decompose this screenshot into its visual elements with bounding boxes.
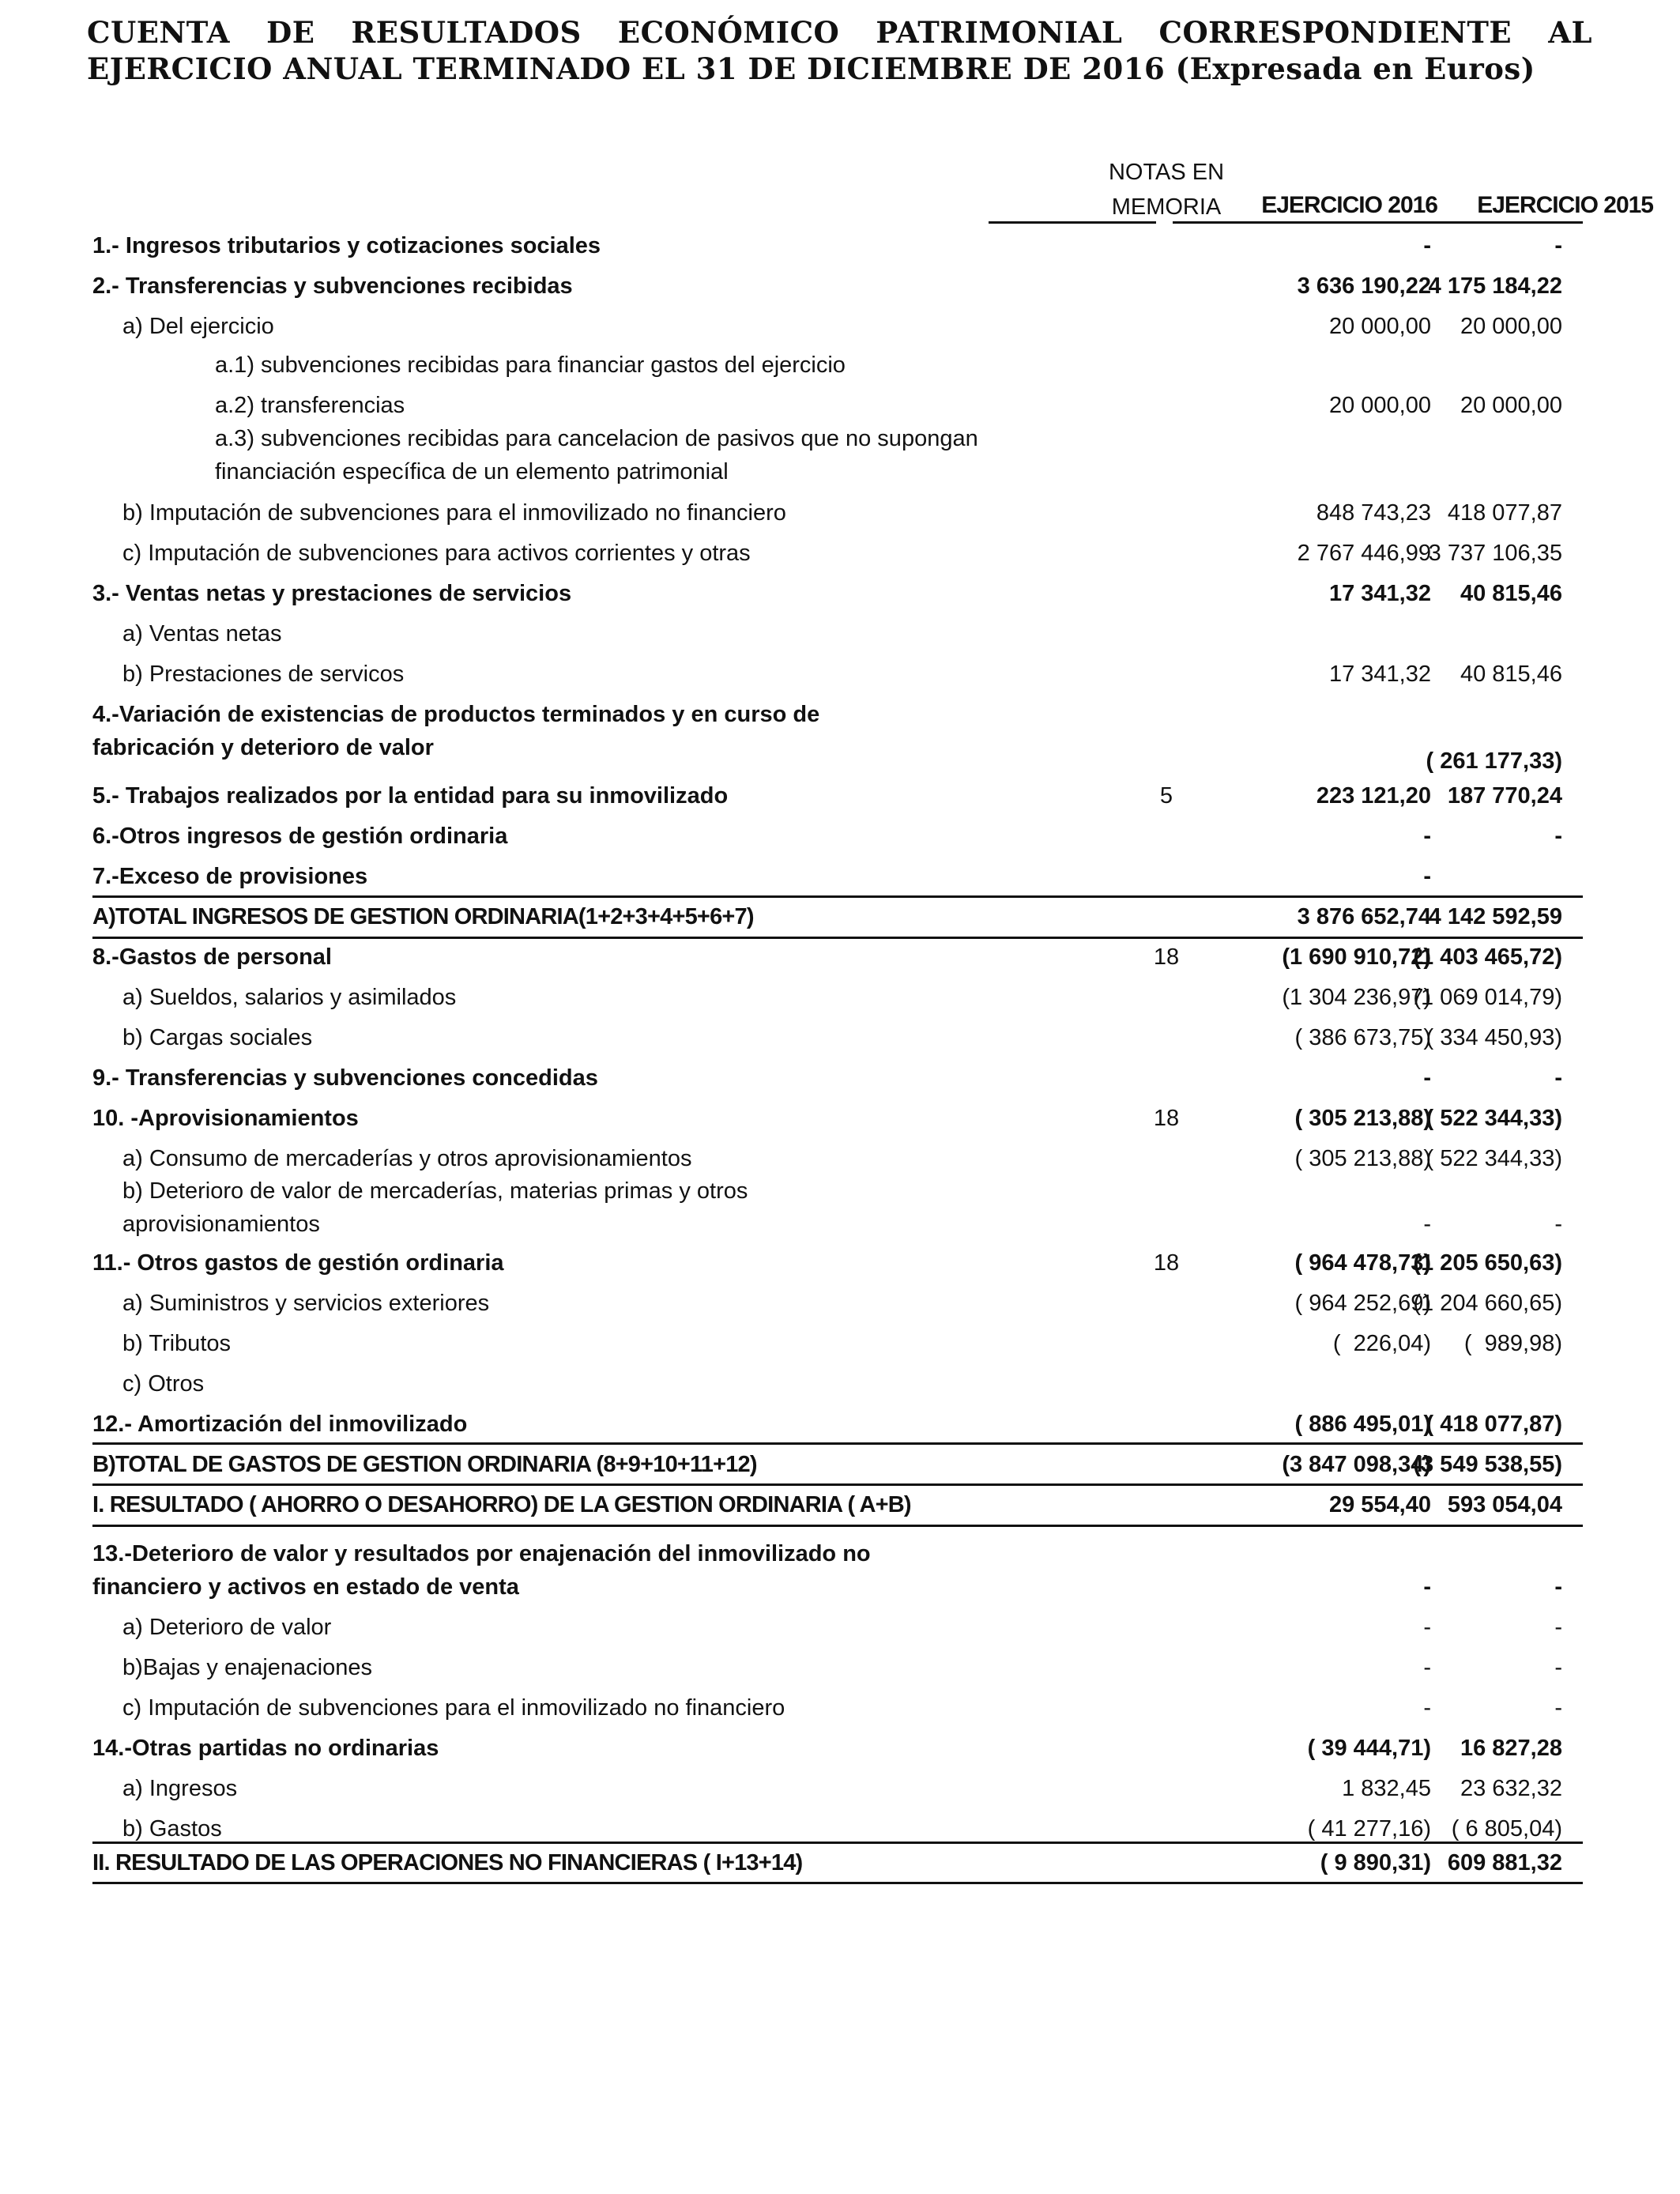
row-value-2015: (3 549 538,55) [1413, 1452, 1562, 1477]
row-label: c) Otros [122, 1371, 205, 1397]
row-value-2015: ( 522 344,33) [1426, 1146, 1562, 1171]
row-label: a) Deterioro de valor [122, 1615, 332, 1640]
row-value-2015: 23 632,32 [1460, 1776, 1562, 1801]
row-value-2016: (3 847 098,34) [1282, 1452, 1431, 1477]
row-label: b) Deterioro de valor de mercaderías, materias primas y otros aprovisionamientos [122, 1178, 748, 1237]
row-value-2015: ( 6 805,04) [1451, 1816, 1562, 1842]
row-label: I. RESULTADO ( AHORRO O DESAHORRO) DE LA GESTION ORDINARIA ( A+B) [92, 1492, 911, 1517]
row-value-2015: 3 737 106,35 [1428, 541, 1562, 566]
row-value-2015: ( 418 077,87) [1426, 1412, 1562, 1437]
row-label: II. RESULTADO DE LAS OPERACIONES NO FINANCIERAS ( I+13+14) [92, 1850, 803, 1875]
header-ejercicio-2016: EJERCICIO 2016 [1261, 192, 1437, 218]
row-value-2015: - [1554, 1655, 1562, 1680]
row-label: 3.- Ventas netas y prestaciones de servicios [92, 581, 572, 606]
row-label: a) Del ejercicio [122, 314, 274, 339]
row-label: a) Ingresos [122, 1776, 238, 1801]
row-label: b) Prestaciones de servicos [122, 662, 405, 687]
row-label: 1.- Ingresos tributarios y cotizaciones sociales [92, 233, 601, 258]
row-label: a) Suministros y servicios exteriores [122, 1291, 490, 1316]
row-label: 7.-Exceso de provisiones [92, 864, 368, 889]
row-label: b)Bajas y enajenaciones [122, 1655, 372, 1680]
row-label: 4.-Variación de existencias de productos terminados y en curso de fabricación y deterioro de valor [92, 702, 820, 760]
row-value-2015: 16 827,28 [1460, 1736, 1562, 1761]
rule-before-resultado-i [92, 1483, 1583, 1486]
row-value-2015: - [1554, 1574, 1562, 1600]
row-nota: 18 [1153, 1250, 1180, 1276]
row-value-2016: 17 341,32 [1328, 662, 1431, 687]
row-value-2016: - [1423, 1615, 1431, 1640]
row-label: c) Imputación de subvenciones para activos corrientes y otras [122, 541, 751, 566]
row-value-2015: 609 881,32 [1447, 1850, 1562, 1875]
row-value-2016: ( 964 478,73) [1294, 1250, 1431, 1276]
row-value-2016: 3 876 652,74 [1297, 904, 1431, 929]
row-value-2016: 29 554,40 [1328, 1492, 1431, 1517]
row-label: A)TOTAL INGRESOS DE GESTION ORDINARIA(1+2+3+4+5+6+7) [92, 904, 754, 929]
rule-before-total-b [92, 1442, 1583, 1445]
row-value-2016: - [1423, 1655, 1431, 1680]
row-value-2015: - [1554, 233, 1562, 258]
row-value-2016: ( 305 213,88) [1294, 1146, 1431, 1171]
row-label: a) Sueldos, salarios y asimilados [122, 985, 457, 1010]
row-nota: 18 [1153, 1106, 1180, 1131]
row-value-2016: 848 743,23 [1316, 500, 1431, 526]
row-value-2016: ( 226,04) [1332, 1331, 1431, 1356]
row-value-2016: - [1423, 1695, 1431, 1721]
row-value-2015: - [1554, 1615, 1562, 1640]
row-value-2016: 223 121,20 [1316, 783, 1431, 809]
row-value-2015: ( 989,98) [1463, 1331, 1562, 1356]
row-value-2016: ( 41 277,16) [1307, 1816, 1431, 1842]
rule-before-resultado-ii [92, 1842, 1583, 1844]
row-value-2015: 187 770,24 [1447, 783, 1562, 809]
row-label: 10. -Aprovisionamientos [92, 1106, 359, 1131]
rule-after-total-a [92, 937, 1583, 939]
rule-after-resultado-ii [92, 1882, 1583, 1884]
row-value-2015: 40 815,46 [1460, 662, 1562, 687]
document-title: CUENTA DE RESULTADOS ECONÓMICO PATRIMONIAL CORRESPONDIENTE AL EJERCICIO ANUAL TERMINADO EL 31 DE DICIEMBRE DE 2016 (Expresada en Euros) [87, 15, 1592, 86]
row-label: a.2) transferencias [215, 393, 405, 418]
row-value-2016: 2 767 446,99 [1297, 541, 1431, 566]
row-label: 12.- Amortización del inmovilizado [92, 1412, 468, 1437]
header-notas-memoria: NOTAS EN MEMORIA [1108, 160, 1225, 220]
row-value-2015: (1 069 014,79) [1413, 985, 1562, 1010]
row-label: b) Tributos [122, 1331, 231, 1356]
row-label: b) Cargas sociales [122, 1025, 313, 1050]
row-label: 2.- Transferencias y subvenciones recibidas [92, 273, 573, 299]
row-label: c) Imputación de subvenciones para el inmovilizado no financiero [122, 1695, 785, 1721]
row-label: a.1) subvenciones recibidas para financiar gastos del ejercicio [215, 352, 846, 378]
row-value-2015: 4 175 184,22 [1428, 273, 1562, 299]
header-underline-years [1173, 221, 1583, 224]
row-value-2016: 20 000,00 [1328, 393, 1431, 418]
row-value-2015: ( 522 344,33) [1426, 1106, 1562, 1131]
row-value-2015: - [1554, 1065, 1562, 1091]
row-label: a) Ventas netas [122, 621, 282, 647]
row-value-2016: ( 386 673,75) [1294, 1025, 1431, 1050]
row-value-2015: 4 142 592,59 [1428, 904, 1562, 929]
row-value-2015: 20 000,00 [1460, 314, 1562, 339]
row-value-2016: - [1423, 1065, 1431, 1091]
header-underline-notas [989, 221, 1156, 224]
row-value-2015: 40 815,46 [1460, 581, 1562, 606]
row-label: 14.-Otras partidas no ordinarias [92, 1736, 439, 1761]
row-value-2015: ( 334 450,93) [1426, 1025, 1562, 1050]
row-nota: 18 [1153, 944, 1180, 970]
row-label: a) Consumo de mercaderías y otros aprovisionamientos [122, 1146, 692, 1171]
row-value-2016: (1 690 910,72) [1282, 944, 1431, 970]
row-label: B)TOTAL DE GASTOS DE GESTION ORDINARIA (8+9+10+11+12) [92, 1452, 757, 1477]
row-value-2016: 20 000,00 [1328, 314, 1431, 339]
row-value-2016: ( 886 495,01) [1294, 1412, 1431, 1437]
row-value-2015: - [1554, 824, 1562, 849]
row-label: 6.-Otros ingresos de gestión ordinaria [92, 824, 508, 849]
row-value-2016: - [1423, 824, 1431, 849]
row-value-2016: ( 39 444,71) [1307, 1736, 1431, 1761]
row-nota: 5 [1159, 783, 1173, 809]
row-value-2016: 17 341,32 [1328, 581, 1431, 606]
row-label: b) Gastos [122, 1816, 222, 1842]
row-value-2015: 20 000,00 [1460, 393, 1562, 418]
row-value-2015: (1 403 465,72) [1413, 944, 1562, 970]
row-value-2015: - [1554, 1212, 1562, 1237]
row-label: b) Imputación de subvenciones para el inmovilizado no financiero [122, 500, 786, 526]
row-value-2015: ( 261 177,33) [1426, 748, 1562, 774]
rule-before-total-a [92, 895, 1583, 898]
row-value-2015: (1 204 660,65) [1413, 1291, 1562, 1316]
row-label: a.3) subvenciones recibidas para cancelacion de pasivos que no supongan financiación específica de un elemento patrimonial [215, 426, 978, 484]
row-label: 9.- Transferencias y subvenciones concedidas [92, 1065, 598, 1091]
row-label: 8.-Gastos de personal [92, 944, 332, 970]
rule-after-resultado-i [92, 1525, 1583, 1527]
row-value-2015: 418 077,87 [1447, 500, 1562, 526]
row-value-2016: ( 305 213,88) [1294, 1106, 1431, 1131]
row-value-2016: 3 636 190,22 [1297, 273, 1431, 299]
row-value-2015: (1 205 650,63) [1413, 1250, 1562, 1276]
row-label: 5.- Trabajos realizados por la entidad para su inmovilizado [92, 783, 729, 809]
header-ejercicio-2015: EJERCICIO 2015 [1477, 192, 1653, 218]
row-value-2016: (1 304 236,97) [1282, 985, 1431, 1010]
row-value-2015: - [1554, 1695, 1562, 1721]
row-value-2016: 1 832,45 [1342, 1776, 1431, 1801]
row-value-2016: ( 964 252,69) [1294, 1291, 1431, 1316]
row-label: 13.-Deterioro de valor y resultados por enajenación del inmovilizado no financiero y activos en estado de venta [92, 1541, 871, 1600]
row-value-2016: - [1423, 1574, 1431, 1600]
row-label: 11.- Otros gastos de gestión ordinaria [92, 1250, 504, 1276]
row-value-2016: - [1423, 864, 1431, 889]
row-value-2016: ( 9 890,31) [1320, 1850, 1431, 1875]
row-value-2015: 593 054,04 [1447, 1492, 1562, 1517]
row-value-2016: - [1423, 1212, 1431, 1237]
row-value-2016: - [1423, 233, 1431, 258]
